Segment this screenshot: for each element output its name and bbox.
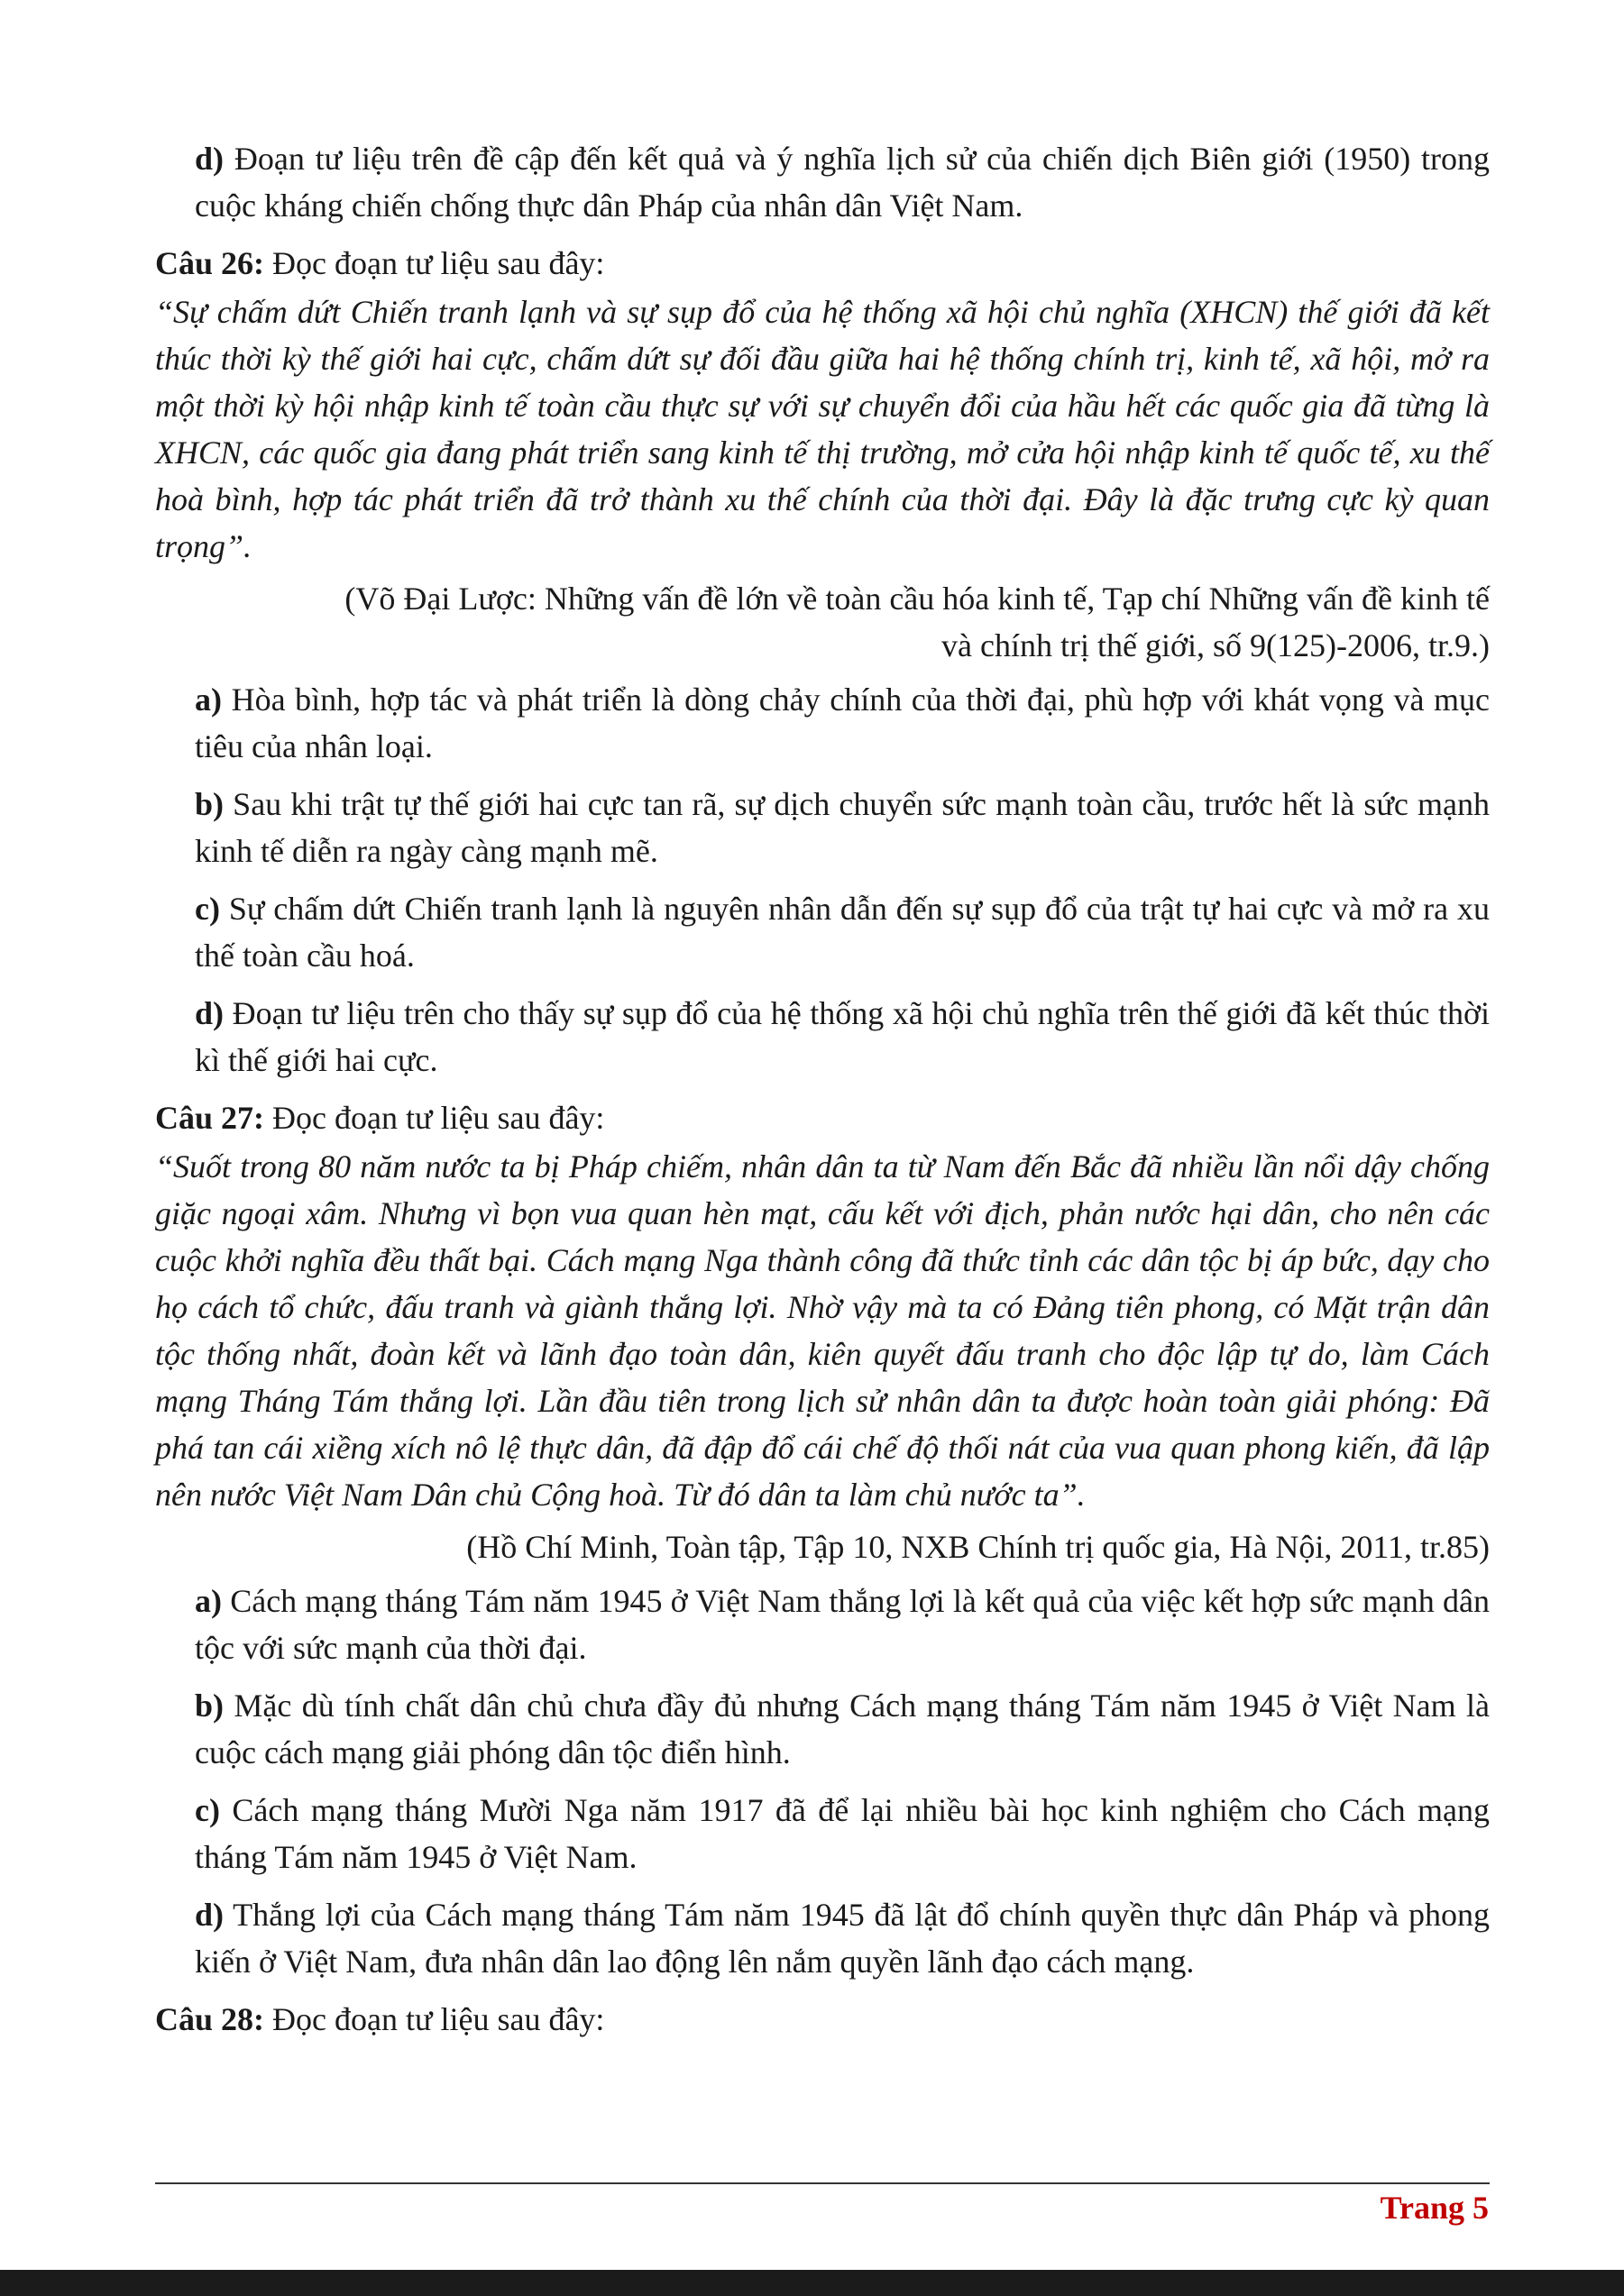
page-number: Trang 5 — [1380, 2190, 1489, 2226]
option-label: d) — [195, 995, 225, 1031]
question-27-option-d — [155, 1891, 1490, 1985]
bottom-edge-bar — [0, 2270, 1624, 2296]
question-prompt: Đọc đoạn tư liệu sau đây: — [272, 245, 605, 281]
option-text: Đoạn tư liệu trên đề cập đến kết quả và ý nghĩa lịch sử của chiến dịch Biên giới (1950) trong cuộc kháng chiến chống thực dân Pháp của nhân dân Việt Nam. — [195, 141, 1490, 224]
option-label: d) — [195, 141, 225, 177]
option-text: Cách mạng tháng Tám năm 1945 ở Việt Nam thắng lợi là kết quả của việc kết hợp sức mạnh dân tộc với sức mạnh của thời đại. — [195, 1583, 1490, 1666]
option-text: Sau khi trật tự thế giới hai cực tan rã, sự dịch chuyển sức mạnh toàn cầu, trước hết là sức mạnh kinh tế diễn ra ngày càng mạnh mẽ. — [195, 786, 1490, 869]
option-text: Cách mạng tháng Mười Nga năm 1917 đã để lại nhiều bài học kinh nghiệm cho Cách mạng tháng Tám năm 1945 ở Việt Nam. — [195, 1792, 1490, 1875]
option-label: c) — [195, 891, 220, 927]
question-prompt: Đọc đoạn tư liệu sau đây: — [272, 1100, 605, 1136]
question-prompt: Đọc đoạn tư liệu sau đây: — [272, 2001, 605, 2037]
question-27-option-c — [155, 1787, 1490, 1880]
option-d-previous — [155, 135, 1490, 229]
source-line-2: và chính trị thế giới, số 9(125)-2006, tr.9.) — [941, 627, 1490, 663]
page-content — [155, 135, 1490, 2044]
question-26-quote: “Sự chấm dứt Chiến tranh lạnh và sự sụp đổ của hệ thống xã hội chủ nghĩa (XHCN) thế giới đã kết thúc thời kỳ thế giới hai cực, chấm dứt sự đối đầu giữa hai hệ thống chính trị, kinh tế, xã hội, mở ra một thời kỳ hội nhập kinh tế toàn cầu thực sự với sự chuyển đổi của hầu hết các quốc gia đã từng là XHCN, các quốc gia đang phát triển sang kinh tế thị trường, mở cửa hội nhập kinh tế quốc tế, xu thế hoà bình, hợp tác phát triển đã trở thành xu thế chính của thời đại. Đây là đặc trưng cực kỳ quan trọng”. — [155, 294, 1490, 564]
option-text: Sự chấm dứt Chiến tranh lạnh là nguyên nhân dẫn đến sự sụp đổ của trật tự hai cực và mở ra xu thế toàn cầu hoá. — [195, 891, 1491, 974]
option-text: Thắng lợi của Cách mạng tháng Tám năm 1945 đã lật đổ chính quyền thực dân Pháp và phong kiến ở Việt Nam, đưa nhân dân lao động lên nắm quyền lãnh đạo cách mạng. — [195, 1897, 1490, 1980]
option-text: Đoạn tư liệu trên cho thấy sự sụp đổ của hệ thống xã hội chủ nghĩa trên thế giới đã kết thúc thời kì thế giới hai cực. — [195, 995, 1491, 1078]
question-27-option-a — [155, 1578, 1490, 1671]
footer-divider — [155, 2182, 1490, 2184]
question-number: Câu 26: — [155, 245, 265, 281]
question-27-source — [155, 1523, 1490, 1570]
source-line-1: (Võ Đại Lược: Những vấn đề lớn về toàn cầu hóa kinh tế, Tạp chí Những vấn đề kinh tế — [344, 581, 1490, 617]
option-label: b) — [195, 1688, 225, 1724]
option-label: a) — [195, 1583, 222, 1619]
option-label: d) — [195, 1897, 225, 1933]
question-number: Câu 27: — [155, 1100, 265, 1136]
option-text: Mặc dù tính chất dân chủ chưa đầy đủ nhưng Cách mạng tháng Tám năm 1945 ở Việt Nam là cuộc cách mạng giải phóng dân tộc điển hình. — [195, 1688, 1490, 1770]
source-line-1: (Hồ Chí Minh, Toàn tập, Tập 10, NXB Chính trị quốc gia, Hà Nội, 2011, tr.85) — [466, 1529, 1490, 1565]
question-26-option-a — [155, 676, 1490, 770]
question-number: Câu 28: — [155, 2001, 265, 2037]
question-27-heading — [155, 1094, 1490, 1141]
option-label: b) — [195, 786, 225, 822]
option-label: a) — [195, 681, 222, 718]
question-26-option-d — [155, 990, 1490, 1084]
question-28-heading — [155, 1996, 1490, 2043]
option-text: Hòa bình, hợp tác và phát triển là dòng chảy chính của thời đại, phù hợp với khát vọng và mục tiêu của nhân loại. — [195, 681, 1491, 764]
question-26-source — [155, 575, 1490, 669]
question-26-option-b — [155, 781, 1490, 874]
question-26-heading — [155, 240, 1490, 287]
question-27-quote: “Suốt trong 80 năm nước ta bị Pháp chiếm, nhân dân ta từ Nam đến Bắc đã nhiều lần nổi dậy chống giặc ngoại xâm. Nhưng vì bọn vua quan hèn mạt, cấu kết với địch, phản nước hại dân, cho nên các cuộc khởi nghĩa đều thất bại. Cách mạng Nga thành công đã thức tỉnh các dân tộc bị áp bức, dạy cho họ cách tổ chức, đấu tranh và giành thắng lợi. Nhờ vậy mà ta có Đảng tiên phong, có Mặt trận dân tộc thống nhất, đoàn kết và lãnh đạo toàn dân, kiên quyết đấu tranh cho độc lập tự do, làm Cách mạng Tháng Tám thắng lợi. Lần đầu tiên trong lịch sử nhân dân ta được hoàn toàn giải phóng: Đã phá tan cái xiềng xích nô lệ thực dân, đã đập đổ cái chế độ thối nát của vua quan phong kiến, đã lập nên nước Việt Nam Dân chủ Cộng hoà. Từ đó dân ta làm chủ nước ta”. — [155, 1148, 1490, 1513]
question-26-option-c — [155, 885, 1490, 979]
question-27-option-b — [155, 1682, 1490, 1776]
option-label: c) — [195, 1792, 220, 1828]
